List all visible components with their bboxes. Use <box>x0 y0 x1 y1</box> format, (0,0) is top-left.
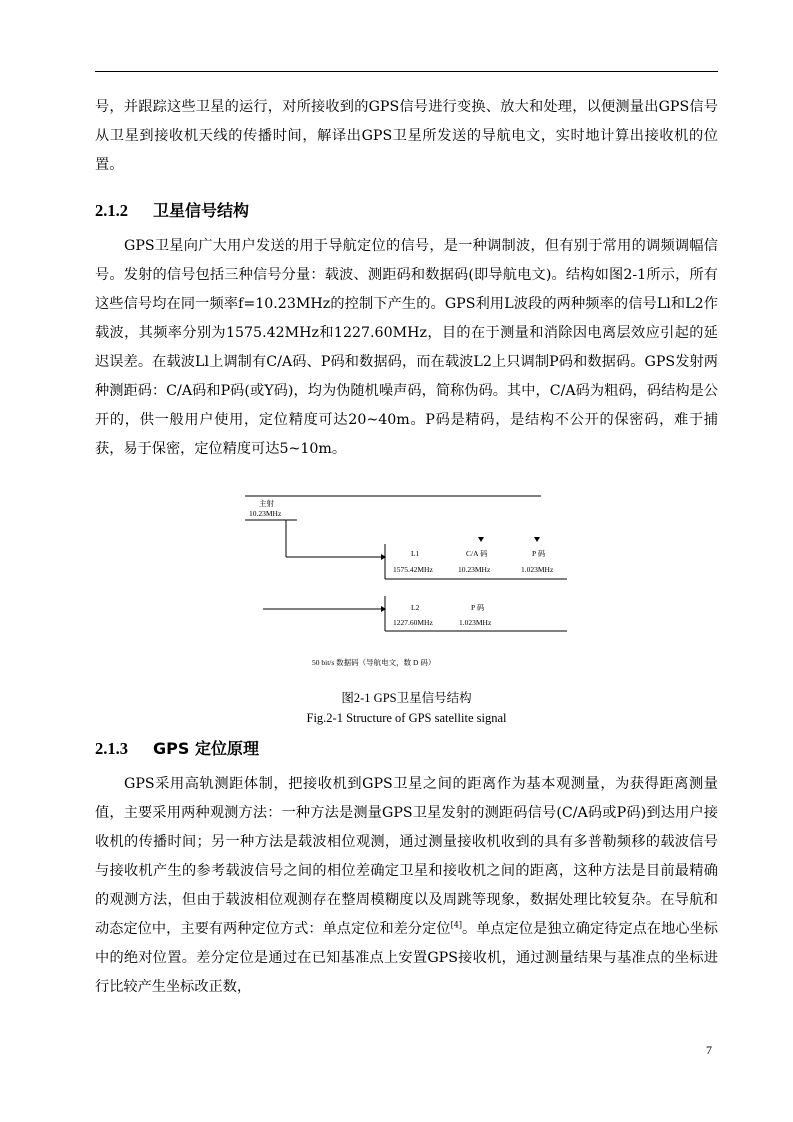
p-label: P 码 <box>532 549 546 558</box>
section-heading-2-1-2 <box>95 199 249 223</box>
signal-structure-figure <box>245 486 575 676</box>
paragraph-signal-structure: GPS卫星向广大用户发送的用于导航定位的信号，是一种调制波，但有别于常用的调频调幅信号。发射的信号包括三种信号分量：载波、测距码和数据码(即导航电文)。结构如图2-1所示，所有这些信号均在同一频率f=10.23MHz的控制下产生的。GPS利用L波段的两种频率的信号Ll和L2作载波，其频率分别为1575.42MHz和1227.60MHz，目的在于测量和消除因电离层效应引起的延迟误差。在载波Ll上调制有C/A码、P码和数据码，而在载波L2上只调制P码和数据码。GPS发射两种测距码：C/A码和P码(或Y码)，均为伪随机噪声码，简称伪码。其中，C/A码为粗码，码结构是公开的，供一般用户使用，定位精度可达20~40m。P码是精码，是结构不公开的保密码，难于捕获，易于保密，定位精度可达5~10m。 <box>95 238 718 457</box>
section-heading-2-1-3 <box>95 737 259 761</box>
header-rule <box>95 71 718 72</box>
p-freq: 1.023MHz <box>521 565 554 574</box>
clock-freq: 10.23MHz <box>249 509 282 518</box>
section-title: 卫星信号结构 <box>153 201 250 220</box>
section-title: GPS 定位原理 <box>153 739 259 758</box>
paragraph-text-part-1: GPS采用高轨测距体制，把接收机到GPS卫星之间的距离作为基本观测量，为获得距离测量值，主要采用两种观测方法：一种方法是测量GPS卫星发射的测距码信号(C/A码或P码)到达用户接收机的传播时间；另一种方法是载波相位观测，通过测量接收机收到的具有多普勒频移的载波信号与接收机产生的参考载波信号之间的相位差确定卫星和接收机之间的距离，这种方法是目前最精确的观测方法，但由于载波相位观测存在整周模糊度以及周跳等现象，数据处理比较复杂。在导航和动态定位中，主要有两种定位方式：单点定位和差分定位 <box>95 776 718 937</box>
section-number: 2.1.3 <box>95 739 128 758</box>
l2-freq: 1227.60MHz <box>393 618 433 627</box>
citation-reference: [4] <box>450 920 462 930</box>
data-code-label: 50 bit/s 数据码（导航电文，数 D 码） <box>312 658 436 667</box>
figure-caption-en: Fig.2-1 Structure of GPS satellite signal <box>306 711 507 725</box>
p2-label: P 码 <box>471 603 485 612</box>
section-number: 2.1.2 <box>95 201 128 220</box>
p2-freq: 1.023MHz <box>459 618 492 627</box>
paragraph-positioning-principle <box>95 770 718 1002</box>
l1-freq: 1575.42MHz <box>393 565 433 574</box>
ca-freq: 10.23MHz <box>458 565 491 574</box>
paragraph-intro: 号，并跟踪这些卫星的运行，对所接收到的GPS信号进行变换、放大和处理，以便测量出GPS信号从卫星到接收机天线的传播时间，解译出GPS卫星所发送的导航电文，实时地计算出接收机的位置。 <box>95 99 718 173</box>
signal-structure-diagram <box>245 486 575 676</box>
clock-label: 主射 <box>259 499 274 508</box>
ca-arrow <box>478 537 484 542</box>
figure-caption-cn: 图2-1 GPS卫星信号结构 <box>341 691 472 705</box>
ca-label: C/A 码 <box>466 549 488 558</box>
l2-label: L2 <box>411 603 420 612</box>
l1-label: L1 <box>411 549 420 558</box>
paragraph-text-part-2: 。单点定位是独立确定待定点在地心坐标中的绝对位置。差分定位是通过在已知基准点上安置GPS接收机，通过测量结果与基准点的坐标进行比较产生坐标改正数， <box>95 921 718 995</box>
page-number: 7 <box>706 1043 712 1057</box>
p-arrow <box>534 537 540 542</box>
